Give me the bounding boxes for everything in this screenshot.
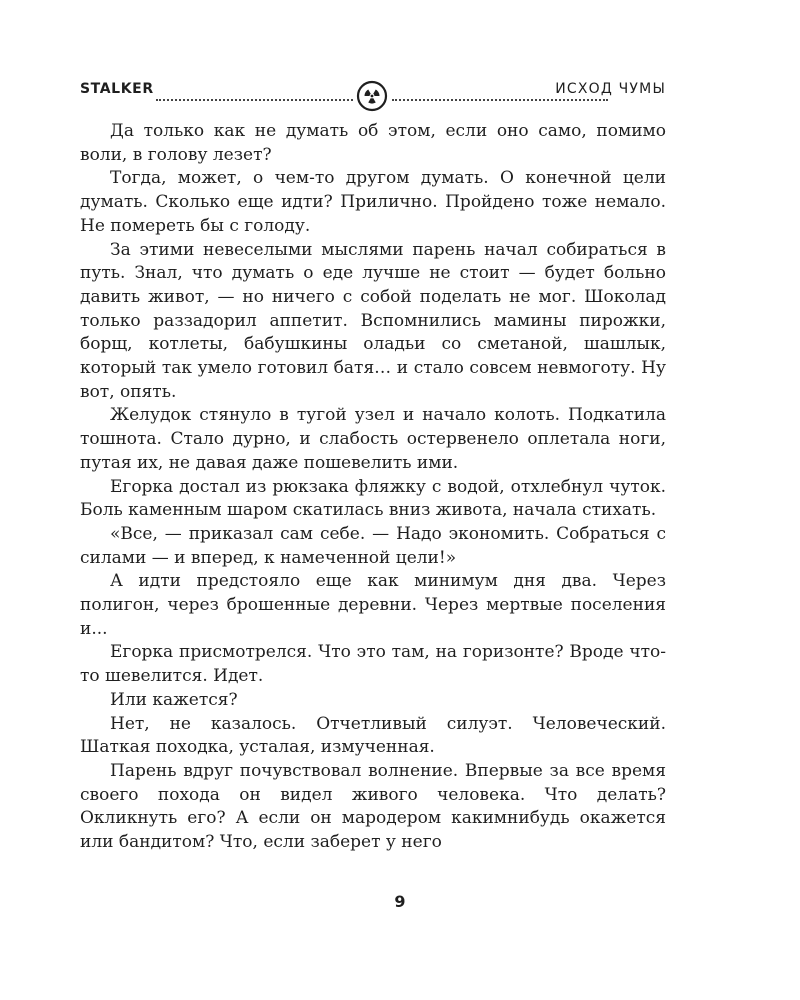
paragraph: Желудок стянуло в тугой узел и начало колоть. Подкатила тошнота. Стало дурно, и слабость остервенело оплетала ноги, путая их, не давая даже пошевелить ими.: [80, 405, 666, 473]
paragraph: Да только как не думать об этом, если оно само, помимо воли, в голову лезет?: [80, 121, 666, 165]
paragraph: За этими невеселыми мыслями парень начал собираться в путь. Знал, что думать о еде лучше не стоит — будет больно давить живот, — но ничего с собой поделать не мог. Шоколад только раззадорил аппетит. Вспомнились мамины пирожки, борщ, котлеты, бабушкины оладьи со сметаной, шашлык, который так умело готовил батя… и стало совсем невмоготу. Ну вот, опять.: [80, 239, 666, 402]
header-dotted-rule-right: [392, 99, 608, 101]
paragraph: Егорка присмотрелся. Что это там, на горизонте? Вроде что-то шевелится. Идет.: [80, 642, 666, 687]
radiation-icon: [356, 80, 388, 112]
page-number: 9: [394, 892, 406, 911]
paragraph: Егорка достал из рюкзака фляжку с водой, отхлебнул чуток. Боль каменным шаром скатилась вниз живота, начала стихать.: [80, 476, 666, 521]
paragraph: «Все, — приказал сам себе. — Надо экономить. Собраться с силами — и вперед, к намеченной цели!»: [80, 523, 666, 568]
series-title: STALKER: [80, 81, 154, 97]
paragraph: А идти предстояло еще как минимум дня два. Через полигон, через брошенные деревни. Через мертвые поселения и...: [80, 571, 666, 639]
paragraph: Парень вдруг почувствовал волнение. Впервые за все время своего похода он видел живого человека. Что делать? Окликнуть его? А если он мародером какимнибудь окажется или бандитом? Что, если заберет у него: [80, 760, 666, 853]
book-title: ИСХОД ЧУМЫ: [555, 81, 666, 97]
running-header: [80, 80, 666, 112]
paragraph: Нет, не казалось. Отчетливый силуэт. Человеческий. Шаткая походка, усталая, измученная.: [80, 713, 666, 758]
body-text: [80, 120, 666, 855]
header-dotted-rule-left: [156, 99, 353, 101]
paragraph: Или кажется?: [110, 689, 238, 710]
paragraph: Тогда, может, о чем-то другом думать. О конечной цели думать. Сколько еще идти? Прилично. Пройдено тоже немало. Не помереть бы с голоду.: [80, 168, 666, 236]
